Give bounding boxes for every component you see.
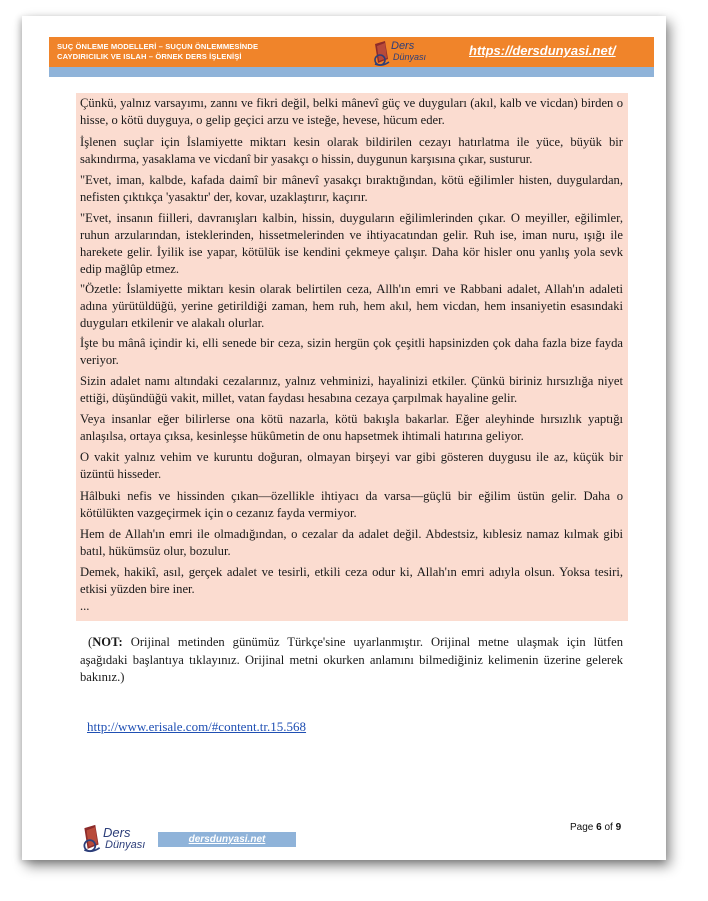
- page-current: 6: [596, 822, 602, 833]
- book-icon: [80, 823, 104, 853]
- note-paragraph: [80, 634, 623, 687]
- paragraph-6: İşte bu mânâ içindir ki, elli senede bir ceza, sizin hergün çok çeşitli hapsinizden çok daha fazla bize fayda veriyor.: [80, 336, 623, 367]
- paragraph-11: Hem de Allah'ın emri ile olmadığından, o cezalar da adalet değil. Abdestsiz, kıblesiz namaz kılmak gibi batıl, hükümsüz olur, bozulur.: [80, 527, 623, 558]
- paragraph-8: Veya insanlar eğer bilirlerse ona kötü nazarla, kötü bakışla bakarlar. Eğer aleyhinde hırsızlık yaptığı anlaşılsa, ortaya çıksa, kesinleşse hükûmetin de onu hapsetmek ihtimali hatırına geliyor.: [80, 412, 623, 443]
- footer-logo-text-top: Ders: [103, 825, 131, 840]
- page-total: 9: [615, 822, 622, 833]
- footer-site-link[interactable]: dersdunyasi.net: [158, 832, 296, 847]
- paragraph-3: "Evet, iman, kalbde, kafada daimî bir mânevî yasakçı bıraktığından, kötü eğilimler histen, duygulardan, nefisten çıktıkça 'yasaktır' der, kovar, uzaklaştırır, kaçırır.: [80, 173, 623, 204]
- paragraph-1: Çünkü, yalnız varsayımı, zannı ve fikri değil, belki mânevî güç ve duyguları (akıl, kalb ve vicdan) birden o hisse, o kötü duyguya, o gelip geçici arzu ve isteğe, hevese, hücum eder.: [80, 96, 623, 127]
- header-accent-line: [49, 67, 654, 77]
- header-site-link[interactable]: https://dersdunyasi.net/: [469, 43, 616, 58]
- note-text: Orijinal metinden günümüz Türkçe'sine uyarlanmıştır. Orijinal metne ulaşmak için lütfen aşağıdaki başlantıya tıklayınız. Orijinal metni okurken anlamını bilmediğiniz kelimenin üzerine gelerek bakınız.): [80, 635, 623, 684]
- paragraph-4: "Evet, insanın fiilleri, davranışları kalbin, hissin, duyguların eğilimlerinden çıkar. O meyiller, eğilimler, ruhun arzularından, isteklerinden, hissetmelerinden ve ihtiyacatından gelir. Ruh ise, iman nuru, ışığı ile harekete gelir. İyilik ise yapar, kötülük ise kendini çekmeye çalışır. Daha kör hisler onu yanlış yola sevk edip mağlûp etmez.: [80, 211, 623, 276]
- book-icon: [371, 40, 393, 66]
- paragraph-5: "Özetle: İslamiyette miktarı kesin olarak belirtilen ceza, Allh'ın emri ve Rabbani adalet, Allah'ın adaleti adına yürütüldüğü, yerine getirildiği zaman, hem ruh, hem akıl, hem vicdan, hem insaniyetin esasındaki duyguları etkilenir ve alakalı olurlar.: [80, 282, 623, 330]
- header-title: [57, 42, 258, 61]
- ellipsis: ...: [80, 599, 90, 613]
- note-open: (: [88, 635, 93, 649]
- note-label: NOT:: [92, 635, 123, 649]
- logo-text-top: Ders: [391, 40, 415, 52]
- footer-logo-text-bottom: Dünyası: [105, 839, 146, 851]
- paragraph-7: Sizin adalet namı altındaki cezalarınız, yalnız vehminizi, hayalinizi etkiler. Çünkü biriniz hırsızlığa niyet ettiği, düşündüğü vakit, millet, vatan faydası hesabına cezaya çarpılmak hayaline gelir.: [80, 374, 623, 405]
- page-number: [570, 822, 621, 833]
- page-of: of: [601, 822, 616, 833]
- ders-dunyasi-logo: [371, 38, 427, 66]
- logo-text-bottom: Dünyası: [393, 52, 427, 62]
- source-link[interactable]: http://www.erisale.com/#content.tr.15.568: [87, 719, 307, 734]
- page-prefix: Page: [570, 822, 597, 833]
- header-title-line1: SUÇ ÖNLEME MODELLERİ – SUÇUN ÖNLEMMESİNDE: [57, 42, 259, 51]
- paragraph-2: İşlenen suçlar için İslamiyette miktarı kesin olarak bildirilen cezayı hatırlatma ile yüce, büyük bir sakındırma, yasaklama ve vicdanî bir yasakçı o hissin, duygunun karşısına çıkar, susturur.: [80, 135, 623, 166]
- paragraph-10: Hâlbuki nefis ve hissinden çıkan—özellikle ihtiyacı da varsa—güçlü bir eğilim üstün gelir. Daha o kötülükten vazgeçirmek için o cezanız fayda vermiyor.: [80, 489, 623, 520]
- paragraph-9: O vakit yalnız vehim ve kuruntu doğuran, olmayan birşeyi var gibi gösteren duygusu ile az, küçük bir üzüntü hisseder.: [80, 450, 623, 481]
- header-title-line2: CAYDIRICILIK VE ISLAH – ÖRNEK DERS İŞLENİŞİ: [57, 51, 242, 61]
- footer-logo: [80, 823, 152, 855]
- paragraph-12: Demek, hakikî, asıl, gerçek adalet ve tesirli, etkili ceza odur ki, Allah'ın emri adıyla olsun. Yoksa tesiri, etkisi yüzden bire iner.: [80, 565, 623, 596]
